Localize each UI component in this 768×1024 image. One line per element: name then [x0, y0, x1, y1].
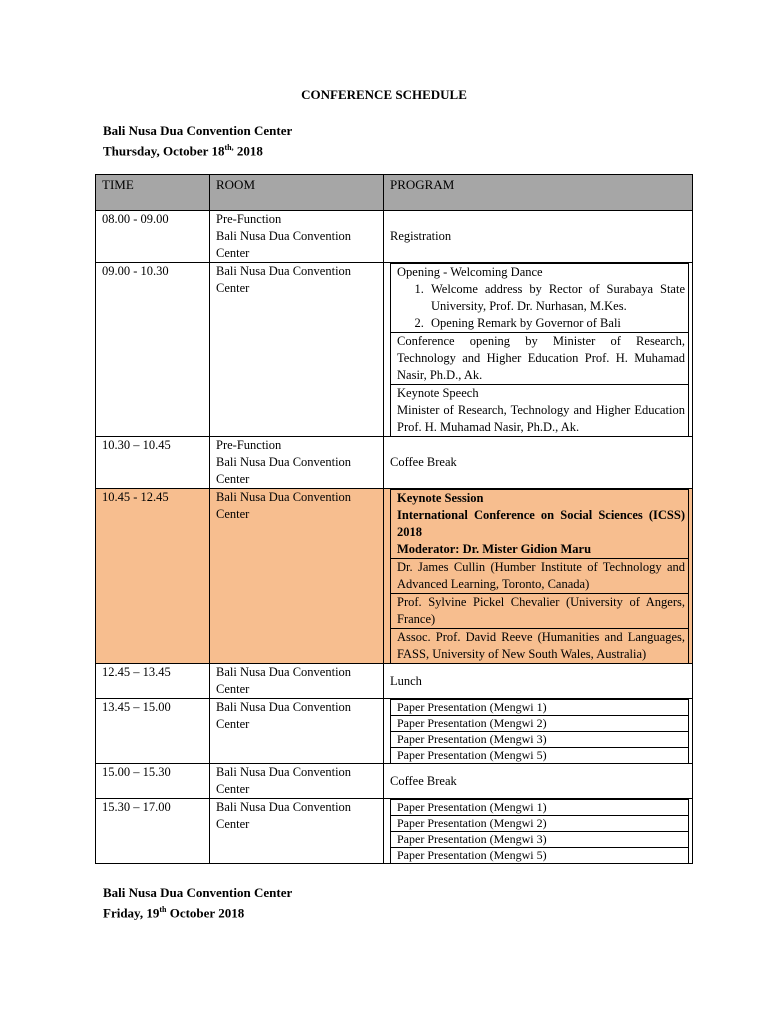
time-cell: 13.45 – 15.00 [96, 699, 210, 764]
conference-name: International Conference on Social Sciences (ICSS) 2018 [397, 508, 685, 539]
speaker: Assoc. Prof. David Reeve (Humanities and Languages, FASS, University of New South Wales, Australia) [391, 629, 689, 664]
program-cell: Coffee Break [384, 764, 693, 799]
conference-opening-text: Conference opening by Minister of Research, Technology and Higher Education Prof. H. Muhamad Nasir, Ph.D., Ak. [391, 333, 689, 385]
table-header-row [96, 175, 693, 211]
speaker: Prof. Sylvine Pickel Chevalier (University of Angers, France) [391, 594, 689, 629]
session-title: Keynote Session [397, 491, 484, 505]
list-item: 2. Opening Remark by Governor of Bali [427, 315, 685, 332]
day1-venue: Bali Nusa Dua Convention Center [103, 123, 293, 138]
program-cell: Registration [384, 211, 693, 263]
table-row [96, 211, 693, 263]
table-row [96, 437, 693, 489]
keynote-label: Keynote Speech [397, 386, 479, 400]
header-program: PROGRAM [384, 175, 693, 211]
page-title: CONFERENCE SCHEDULE [301, 87, 467, 102]
table-row-highlighted [96, 489, 693, 664]
time-cell: 08.00 - 09.00 [96, 211, 210, 263]
day1-heading [103, 122, 292, 159]
keynote-text: Minister of Research, Technology and Higher Education Prof. H. Muhamad Nasir, Ph.D., Ak. [397, 403, 685, 434]
time-cell: 10.30 – 10.45 [96, 437, 210, 489]
day2-venue: Bali Nusa Dua Convention Center [103, 885, 293, 900]
time-cell: 15.30 – 17.00 [96, 799, 210, 864]
time-cell: 10.45 - 12.45 [96, 489, 210, 664]
day1-date: Thursday, October $18^{th,}$ 2018 [103, 143, 263, 159]
room-cell: Bali Nusa Dua Convention Center [210, 799, 384, 864]
opening-text: Opening - Welcoming Dance [397, 265, 543, 279]
room-cell: Bali Nusa Dua Convention Center [210, 263, 384, 437]
room-cell: Bali Nusa Dua Convention Center [210, 664, 384, 699]
paper-session: Paper Presentation (Mengwi 3) [391, 732, 689, 748]
table-row [96, 664, 693, 699]
time-cell: 15.00 – 15.30 [96, 764, 210, 799]
paper-session: Paper Presentation (Mengwi 3) [391, 832, 689, 848]
program-cell [384, 263, 693, 437]
header-room: ROOM [210, 175, 384, 211]
day2-date: Friday, 19th October 2018 [103, 905, 245, 921]
program-cell [384, 489, 693, 664]
room-cell: Bali Nusa Dua Convention Center [210, 489, 384, 664]
room-cell: Pre-Function Bali Nusa Dua Convention Center [210, 437, 384, 489]
room-cell: Bali Nusa Dua Convention Center [210, 764, 384, 799]
paper-session: Paper Presentation (Mengwi 5) [391, 848, 689, 864]
program-cell [384, 799, 693, 864]
paper-session: Paper Presentation (Mengwi 1) [391, 700, 689, 716]
speaker: Dr. James Cullin (Humber Institute of Technology and Advanced Learning, Toronto, Canada) [391, 559, 689, 594]
time-cell: 09.00 - 10.30 [96, 263, 210, 437]
paper-session: Paper Presentation (Mengwi 2) [391, 716, 689, 732]
room-cell: Bali Nusa Dua Convention Center [210, 699, 384, 764]
paper-session: Paper Presentation (Mengwi 5) [391, 748, 689, 764]
moderator: Moderator: Dr. Mister Gidion Maru [397, 542, 592, 556]
table-row [96, 799, 693, 864]
paper-session: Paper Presentation (Mengwi 1) [391, 800, 689, 816]
time-cell: 12.45 – 13.45 [96, 664, 210, 699]
table-row [96, 764, 693, 799]
room-cell: Pre-Function Bali Nusa Dua Convention Center [210, 211, 384, 263]
paper-session: Paper Presentation (Mengwi 2) [391, 816, 689, 832]
table-row [96, 263, 693, 437]
day2-heading [103, 884, 292, 921]
list-item: 1. Welcome address by Rector of Surabaya State University, Prof. Dr. Nurhasan, M.Kes. [427, 281, 685, 315]
schedule-table [95, 174, 693, 864]
program-cell: Coffee Break [384, 437, 693, 489]
program-cell [384, 699, 693, 764]
header-time: TIME [96, 175, 210, 211]
program-cell: Lunch [384, 664, 693, 699]
table-row [96, 699, 693, 764]
opening-list [397, 281, 685, 332]
